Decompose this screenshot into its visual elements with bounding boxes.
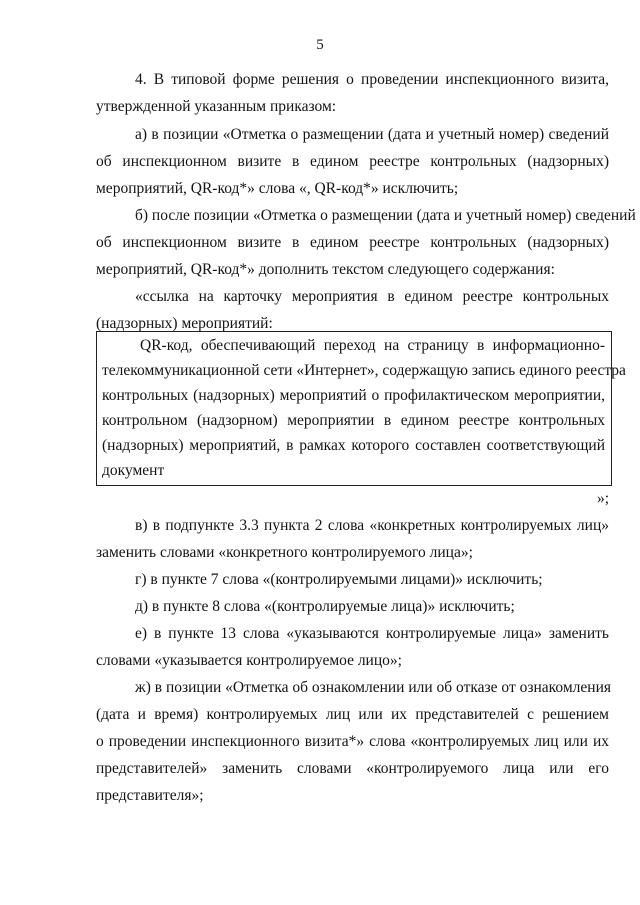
quote-line-2: (надзорных) мероприятий:	[96, 315, 273, 332]
closing-quote: »;	[596, 490, 609, 507]
page-number: 5	[316, 37, 324, 53]
item-a-line-3: мероприятий, QR-код*» слова «, QR-код*» исключить;	[96, 180, 459, 197]
item-v-line-1: в) в подпункте 3.3 пункта 2 слова «конкретных контролируемых лиц»	[135, 517, 609, 534]
frame-line-6: документ	[102, 462, 165, 479]
frame-line-2: телекоммуникационной сети «Интернет», содержащую запись единого реестра	[102, 362, 626, 379]
item-b-line-3: мероприятий, QR-код*» дополнить текстом следующего содержания:	[96, 261, 555, 278]
paragraph-4-line-1: 4. В типовой форме решения о проведении инспекционного визита,	[135, 71, 609, 88]
item-a-line-1: а) в позиции «Отметка о размещении (дата и учетный номер) сведений	[135, 126, 609, 143]
frame-line-5: (надзорных) мероприятий, в рамках которого составлен соответствующий	[102, 437, 605, 454]
frame-line-4: контрольном (надзорном) мероприятии в едином реестре контрольных	[102, 412, 605, 429]
item-d-line-1: д) в пункте 8 слова «(контролируемые лица)» исключить;	[135, 598, 515, 615]
item-g-line-1: г) в пункте 7 слова «(контролируемыми лицами)» исключить;	[135, 571, 543, 588]
item-zh-line-1: ж) в позиции «Отметка об ознакомлении или об отказе от ознакомления	[135, 679, 611, 696]
item-zh-line-5: представителя»;	[96, 787, 204, 804]
item-e-line-2: словами «указывается контролируемое лицо»;	[96, 652, 402, 669]
item-b-line-1: б) после позиции «Отметка о размещении (дата и учетный номер) сведений	[135, 207, 636, 224]
frame-line-3: контрольных (надзорных) мероприятий о профилактическом мероприятии,	[102, 387, 605, 404]
item-a-line-2: об инспекционном визите в едином реестре контрольных (надзорных)	[96, 153, 609, 170]
item-b-line-2: об инспекционном визите в едином реестре контрольных (надзорных)	[96, 234, 609, 251]
item-zh-line-2: (дата и время) контролируемых лиц или их представителей с решением	[96, 706, 609, 723]
item-e-line-1: е) в пункте 13 слова «указываются контролируемые лица» заменить	[135, 625, 609, 642]
item-zh-line-3: о проведении инспекционного визита*» слова «контролируемых лиц или их	[96, 733, 609, 750]
frame-line-1: QR-код, обеспечивающий переход на страницу в информационно-	[140, 337, 605, 354]
paragraph-4-line-2: утвержденной указанным приказом:	[96, 98, 337, 115]
item-v-line-2: заменить словами «конкретного контролируемого лица»;	[96, 544, 473, 561]
item-zh-line-4: представителей» заменить словами «контролируемого лица или его	[96, 760, 609, 777]
quote-line-1: «ссылка на карточку мероприятия в едином реестре контрольных	[135, 288, 609, 305]
